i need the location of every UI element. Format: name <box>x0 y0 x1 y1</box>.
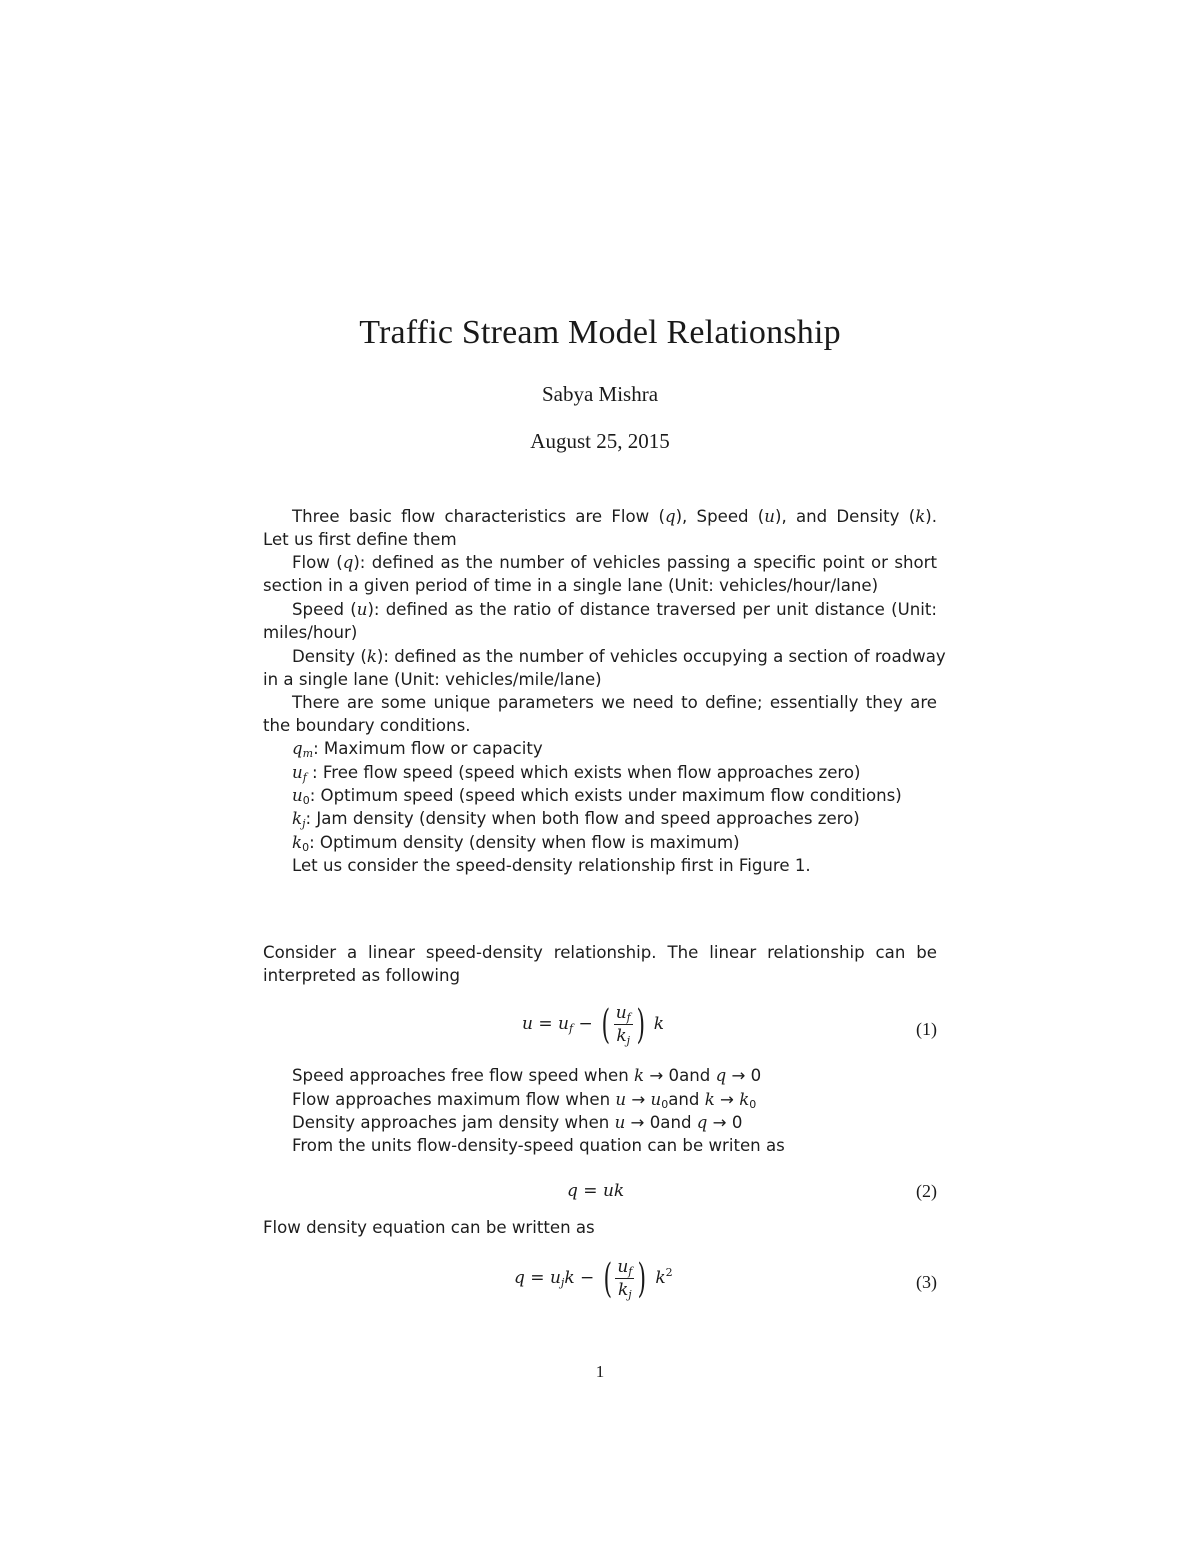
param-k0: $k_0$: Optimum density (density when flow is maximum) <box>292 833 740 854</box>
linear-line-1: Consider a linear speed-density relationship. The linear relationship can be <box>263 943 937 962</box>
equation-3: $q = u_jk$ − ( $\frac{u_f}{k_j}$ ) $k^2$ <box>514 1255 673 1302</box>
limit-density: Density approaches jam density when u → 0and q → 0 <box>292 1113 743 1132</box>
page-number: 1 <box>595 1362 605 1381</box>
flow-definition-line-1: Flow (q): defined as the number of vehicles passing a specific point or short <box>292 553 937 572</box>
equation-3-number: (3) <box>916 1272 937 1292</box>
equation-1: $u = u_f$ − ( $\frac{u_f}{k_j}$ ) k <box>522 1001 665 1048</box>
density-definition-line-2: in a single lane (Unit: vehicles/mile/lane) <box>263 670 602 689</box>
intro-line-1: Three basic flow characteristics are Flow (q), Speed (u), and Density (k). <box>292 507 937 526</box>
equation-2: q = uk <box>567 1181 625 1201</box>
density-definition-line-1: Density (k): defined as the number of vehicles occupying a section of roadway <box>292 647 946 666</box>
flow-density-intro: Flow density equation can be written as <box>263 1218 595 1237</box>
param-qm: $q_m$: Maximum flow or capacity <box>292 739 543 760</box>
param-kj: $k_j$: Jam density (density when both flow and speed approaches zero) <box>292 809 860 830</box>
equation-2-number: (2) <box>916 1181 937 1201</box>
paper-date: August 25, 2015 <box>530 429 670 453</box>
param-uf: $u_f$ : Free flow speed (speed which exists when flow approaches zero) <box>292 763 861 784</box>
speed-definition-line-2: miles/hour) <box>263 623 358 642</box>
params-intro-line-1: There are some unique parameters we need to define; essentially they are <box>292 693 937 712</box>
equation-1-number: (1) <box>916 1019 937 1039</box>
figure-reference: Let us consider the speed-density relationship first in Figure 1. <box>292 856 811 875</box>
units-equation-intro: From the units flow-density-speed quation can be writen as <box>292 1136 785 1155</box>
author-name: Sabya Mishra <box>541 382 659 406</box>
body-section <box>263 0 946 1553</box>
linear-line-2: interpreted as following <box>263 966 461 985</box>
params-intro-line-2: the boundary conditions. <box>263 716 471 735</box>
limit-speed: Speed approaches free flow speed when k → 0and q → 0 <box>292 1066 762 1085</box>
limit-flow: Flow approaches maximum flow when $u \to u_0and$ $k \to k_0$ <box>292 1090 757 1111</box>
param-u0: $u_0$: Optimum speed (speed which exists under maximum flow conditions) <box>292 786 902 807</box>
speed-definition-line-1: Speed (u): defined as the ratio of distance traversed per unit distance (Unit: <box>292 600 937 619</box>
paper-title: Traffic Stream Model Relationship <box>359 314 841 351</box>
flow-definition-line-2: section in a given period of time in a single lane (Unit: vehicles/hour/lane) <box>263 576 879 595</box>
intro-line-2: Let us first define them <box>263 530 457 549</box>
